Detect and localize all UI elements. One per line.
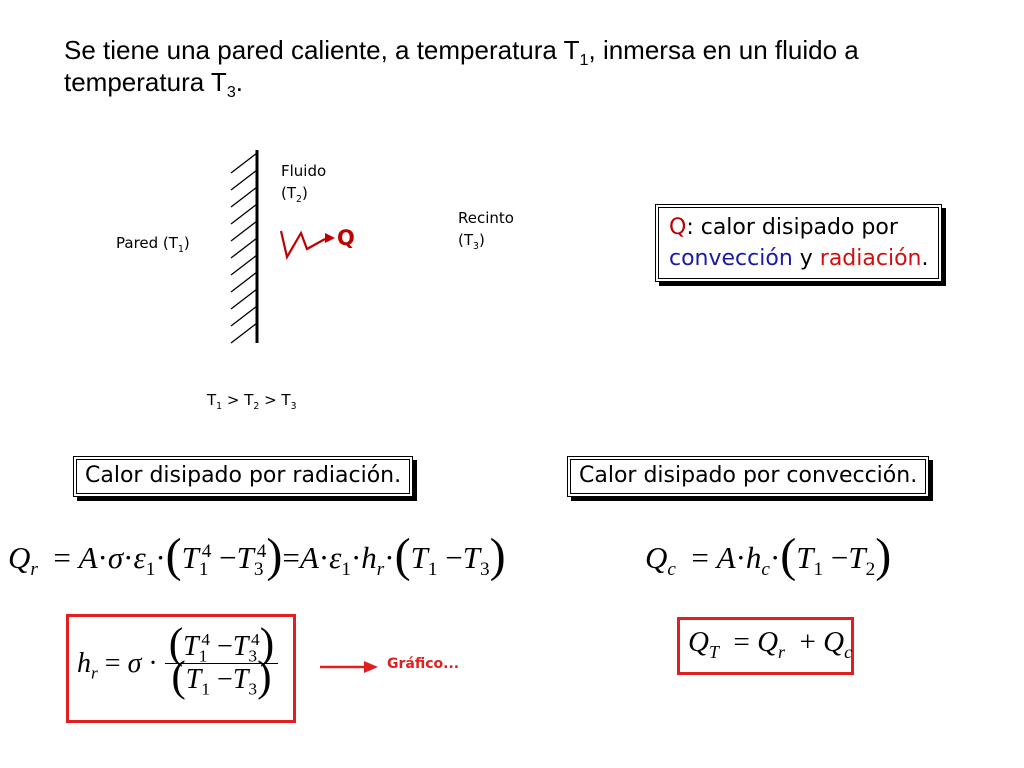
- convection-equation: $Q_c = A\cdot h_c\cdot(T_1 -T_2)$: [645, 528, 892, 582]
- heat-zigzag: [281, 231, 325, 257]
- radiation-equation: $Q_r = A\cdot\sigma\cdot\varepsilon_1\cdot(T_1^4 -T_3^4)=A\cdot\varepsilon_1\cdot h_r\cdot(T_1 -T_3)$: [8, 528, 506, 582]
- hatch-line: [231, 221, 257, 241]
- hatch-line: [231, 153, 257, 173]
- hatch-line: [231, 204, 257, 224]
- hr-formula: $h_r = \sigma$ · $\frac{(T_1^4 -T_3^4)}{(T_1 -T_3)}$: [77, 631, 278, 696]
- total-heat-formula: $Q_T = Q_r + Q_c$: [688, 626, 853, 662]
- arrowhead-icon: [364, 661, 378, 673]
- graph-arrow: [318, 657, 380, 677]
- total-heat-box: [677, 617, 854, 675]
- temperature-ordering: $T_1 > T_2 > T_3$: [207, 391, 297, 412]
- hatch-line: [231, 238, 257, 258]
- q-symbol: Q: [669, 215, 687, 240]
- q-definition-box: Q: calor disipado por convección y radiación.: [655, 204, 942, 282]
- hatch-line: [231, 187, 257, 207]
- radiation-word: radiación: [819, 246, 922, 271]
- radiation-heading: Calor disipado por radiación.: [73, 456, 413, 497]
- heat-q-label: Q: [337, 226, 355, 250]
- graph-link[interactable]: Gráfico...: [387, 656, 460, 672]
- wall-hatching: [231, 153, 257, 343]
- fluid-label: Fluido $(T_2)$: [281, 162, 327, 205]
- hatch-line: [231, 255, 257, 275]
- slide-title: Se tiene una pared caliente, a temperatura $T_1$, inmersa en un fluido a temperatura $T_3$.: [64, 35, 859, 102]
- hr-formula-box: [66, 614, 296, 723]
- wall-label: Pared $(T_1)$: [116, 234, 190, 255]
- hatch-line: [231, 170, 257, 190]
- hatch-line: [231, 323, 257, 343]
- convection-word: convección: [669, 246, 793, 271]
- heat-arrowhead: [325, 233, 335, 243]
- hatch-line: [231, 306, 257, 326]
- hatch-line: [231, 272, 257, 292]
- hatch-line: [231, 289, 257, 309]
- enclosure-label: Recinto $(T_3)$: [458, 209, 514, 252]
- convection-heading: Calor disipado por convección.: [567, 456, 929, 497]
